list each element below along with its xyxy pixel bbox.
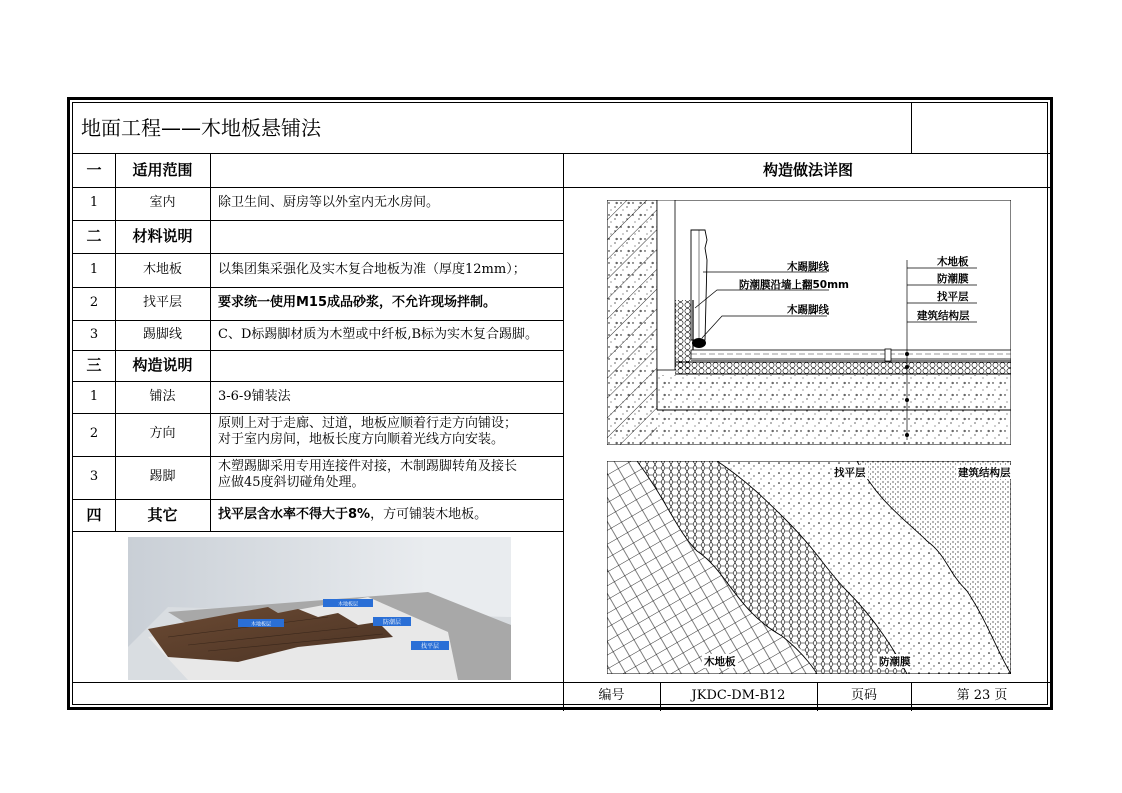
- footer-code-value: JKDC-DM-B12: [691, 688, 786, 704]
- photo-tag: 木地板层: [250, 621, 272, 628]
- installation-photo: [128, 537, 511, 680]
- plan-label-structure: 建筑结构层: [958, 467, 1011, 479]
- section-4-description: [210, 499, 563, 531]
- section-detail-drawing: [607, 200, 1011, 445]
- row-number: 2: [89, 295, 99, 311]
- section-1-title: 适用范围: [132, 160, 193, 179]
- row-number: 3: [89, 326, 99, 342]
- footer-page-value: 第 23 页: [956, 688, 1008, 704]
- row-description-line: 对于室内房间，地板长度方向顺着光线方向安装。: [218, 432, 505, 448]
- drawing-sheet: [67, 97, 1053, 710]
- photo-tag: 防潮层: [382, 619, 402, 626]
- row-description: 以集团集采强化及实木复合地板为准（厚度12mm）；: [218, 261, 526, 277]
- layer-plan-drawing: [607, 461, 1011, 674]
- footer-code-label: 编号: [598, 688, 625, 704]
- sheet-inner-frame: [72, 102, 1048, 705]
- section-4-title: 其它: [147, 505, 178, 524]
- section-4-number: 四: [86, 505, 102, 524]
- section-3-number: 三: [86, 356, 102, 375]
- page-title: 地面工程——木地板悬铺法: [81, 115, 321, 140]
- photo-tag: 木地板层: [337, 601, 359, 608]
- row-number: 1: [89, 195, 99, 211]
- row-item: 木地板: [142, 261, 182, 277]
- row-number: 2: [89, 426, 99, 442]
- row-number: 1: [89, 388, 99, 404]
- plan-label-moisture: 防潮膜: [879, 656, 911, 668]
- plan-label-wood-floor: 木地板: [704, 656, 736, 668]
- row-item: 踢脚线: [142, 326, 182, 342]
- detail-title: 构造做法详图: [762, 160, 853, 179]
- row-description-line: 原则上对于走廊、过道，地板应顺着行走方向铺设；: [218, 416, 518, 431]
- label-leveling-layer: 找平层: [937, 291, 969, 303]
- section-4-emphasis: 找平层含水率不得大于8%: [218, 506, 371, 522]
- label-moisture-upturn: 防潮膜沿墙上翻50mm: [739, 279, 849, 291]
- label-structure-layer: 建筑结构层: [917, 310, 970, 322]
- section-2-number: 二: [86, 227, 102, 246]
- row-description-line: 应做45度斜切碰角处理。: [218, 475, 365, 491]
- section-2-title: 材料说明: [132, 227, 193, 246]
- row-item: 找平层: [142, 295, 182, 311]
- footer-page-label: 页码: [850, 688, 877, 704]
- row-description: [210, 456, 563, 502]
- row-item: 方向: [149, 426, 176, 442]
- section-3-title: 构造说明: [132, 356, 193, 375]
- row-item: 室内: [149, 195, 176, 211]
- label-moisture-film: 防潮膜: [937, 273, 969, 285]
- row-description: 除卫生间、厨房等以外室内无水房间。: [218, 195, 440, 211]
- row-number: 3: [89, 469, 99, 485]
- row-item: 铺法: [149, 388, 176, 404]
- section-4-rest: ，方可铺装木地板。: [370, 506, 488, 522]
- row-description: [210, 413, 563, 459]
- label-skirting: 木踢脚线: [787, 304, 829, 316]
- label-skirting: 木踢脚线: [787, 261, 829, 273]
- installation-photo-graphic: [128, 537, 511, 680]
- row-item: 踢脚: [149, 469, 176, 485]
- row-description: C、D标踢脚材质为木塑或中纤板,B标为实木复合踢脚。: [218, 326, 539, 342]
- label-wood-floor: 木地板: [937, 256, 969, 268]
- plan-label-leveling: 找平层: [834, 467, 866, 479]
- section-1-number: 一: [86, 160, 102, 179]
- row-description: 3-6-9铺装法: [218, 388, 291, 404]
- row-number: 1: [89, 261, 99, 277]
- photo-tag: 找平层: [420, 643, 440, 650]
- row-description-emphasis: 要求统一使用M15成品砂浆，不允许现场拌制。: [218, 295, 497, 311]
- row-description-line: 木塑踢脚采用专用连接件对接，木制踢脚转角及接长: [218, 459, 518, 474]
